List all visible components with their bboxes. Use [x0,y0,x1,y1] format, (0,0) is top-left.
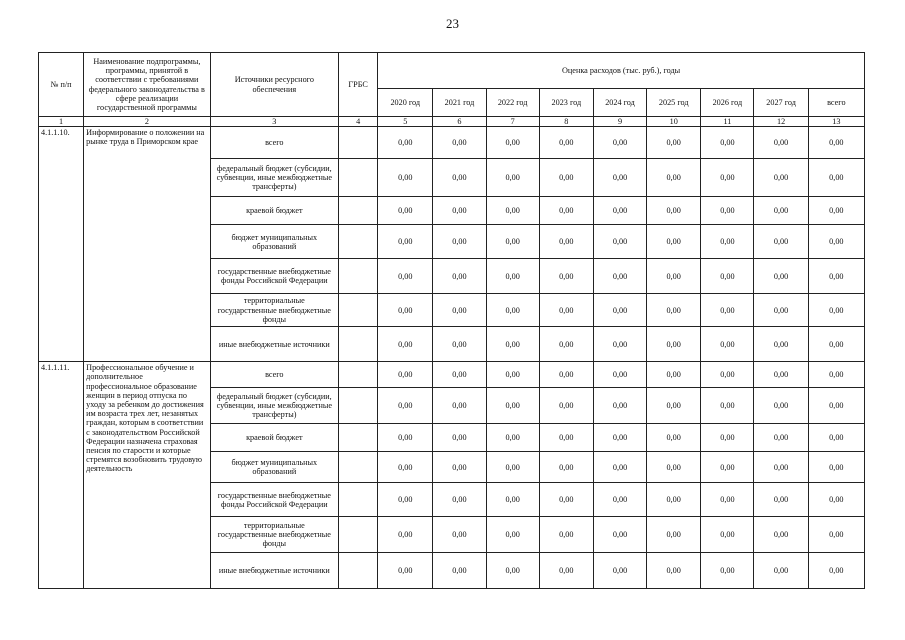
funding-source: территориальные государственные внебюджетные фонды [210,517,338,553]
item-index: 4.1.1.11. [39,362,84,589]
column-number: 10 [647,117,701,127]
amount-cell: 0,00 [647,517,701,553]
header-year: 2025 год [647,89,701,117]
amount-cell: 0,00 [701,127,754,159]
amount-cell: 0,00 [593,225,646,259]
amount-cell: 0,00 [433,327,486,362]
amount-cell: 0,00 [647,159,701,197]
amount-cell: 0,00 [754,197,808,225]
amount-cell: 0,00 [593,362,646,388]
amount-cell: 0,00 [433,483,486,517]
table-row [39,362,865,388]
amount-cell: 0,00 [647,388,701,424]
header-year: 2026 год [701,89,754,117]
amount-cell: 0,00 [701,483,754,517]
amount-cell: 0,00 [486,225,539,259]
expenditure-table [38,52,865,589]
grbs-cell [339,259,378,294]
amount-cell: 0,00 [701,294,754,327]
page-number: 23 [446,16,459,31]
amount-cell: 0,00 [701,517,754,553]
funding-source: всего [210,127,338,159]
amount-cell: 0,00 [647,553,701,589]
amount-cell: 0,00 [754,225,808,259]
table-row [39,127,865,159]
grbs-cell [339,483,378,517]
grbs-cell [339,197,378,225]
item-name: Информирование о положении на рынке труда в Приморском крае [84,127,210,362]
amount-cell: 0,00 [808,127,864,159]
amount-cell: 0,00 [808,294,864,327]
header-year: 2020 год [378,89,433,117]
amount-cell: 0,00 [378,197,433,225]
column-number: 5 [378,117,433,127]
funding-source: иные внебюджетные источники [210,327,338,362]
amount-cell: 0,00 [808,553,864,589]
amount-cell: 0,00 [378,553,433,589]
grbs-cell [339,159,378,197]
amount-cell: 0,00 [378,388,433,424]
amount-cell: 0,00 [754,362,808,388]
amount-cell: 0,00 [754,553,808,589]
grbs-cell [339,327,378,362]
amount-cell: 0,00 [808,362,864,388]
amount-cell: 0,00 [754,259,808,294]
amount-cell: 0,00 [754,159,808,197]
funding-source: федеральный бюджет (субсидии, субвенции, иные межбюджетные трансферты) [210,159,338,197]
amount-cell: 0,00 [701,225,754,259]
amount-cell: 0,00 [647,294,701,327]
amount-cell: 0,00 [433,159,486,197]
amount-cell: 0,00 [754,127,808,159]
amount-cell: 0,00 [754,517,808,553]
amount-cell: 0,00 [754,452,808,483]
header-year: 2022 год [486,89,539,117]
amount-cell: 0,00 [808,517,864,553]
funding-source: государственные внебюджетные фонды Российской Федерации [210,259,338,294]
funding-source: краевой бюджет [210,197,338,225]
amount-cell: 0,00 [486,294,539,327]
amount-cell: 0,00 [593,424,646,452]
amount-cell: 0,00 [433,259,486,294]
column-number: 12 [754,117,808,127]
amount-cell: 0,00 [808,452,864,483]
amount-cell: 0,00 [433,197,486,225]
amount-cell: 0,00 [433,517,486,553]
funding-source: федеральный бюджет (субсидии, субвенции, иные межбюджетные трансферты) [210,388,338,424]
amount-cell: 0,00 [539,327,593,362]
amount-cell: 0,00 [486,483,539,517]
grbs-cell [339,225,378,259]
column-number: 13 [808,117,864,127]
amount-cell: 0,00 [701,327,754,362]
amount-cell: 0,00 [539,452,593,483]
amount-cell: 0,00 [433,362,486,388]
amount-cell: 0,00 [808,197,864,225]
amount-cell: 0,00 [433,388,486,424]
funding-source: всего [210,362,338,388]
amount-cell: 0,00 [378,127,433,159]
column-number: 2 [84,117,210,127]
amount-cell: 0,00 [378,483,433,517]
amount-cell: 0,00 [701,259,754,294]
table-header [39,53,865,127]
grbs-cell [339,452,378,483]
amount-cell: 0,00 [647,225,701,259]
amount-cell: 0,00 [539,483,593,517]
funding-source: государственные внебюджетные фонды Российской Федерации [210,483,338,517]
amount-cell: 0,00 [539,388,593,424]
amount-cell: 0,00 [486,553,539,589]
amount-cell: 0,00 [754,294,808,327]
column-number: 9 [593,117,646,127]
grbs-cell [339,517,378,553]
amount-cell: 0,00 [378,159,433,197]
amount-cell: 0,00 [593,517,646,553]
header-year: 2023 год [539,89,593,117]
header-name: Наименование подпрограммы, программы, принятой в соответствии с требованиями федерального законодательства в сфере реализации государственной программы [84,53,210,117]
column-number: 4 [339,117,378,127]
amount-cell: 0,00 [647,327,701,362]
amount-cell: 0,00 [647,483,701,517]
funding-source: территориальные государственные внебюджетные фонды [210,294,338,327]
amount-cell: 0,00 [378,517,433,553]
column-number: 7 [486,117,539,127]
funding-source: краевой бюджет [210,424,338,452]
amount-cell: 0,00 [808,259,864,294]
amount-cell: 0,00 [808,225,864,259]
amount-cell: 0,00 [808,483,864,517]
table-body [39,127,865,589]
amount-cell: 0,00 [647,452,701,483]
amount-cell: 0,00 [539,225,593,259]
amount-cell: 0,00 [593,127,646,159]
amount-cell: 0,00 [593,483,646,517]
column-number: 6 [433,117,486,127]
amount-cell: 0,00 [486,197,539,225]
grbs-cell [339,424,378,452]
amount-cell: 0,00 [433,553,486,589]
amount-cell: 0,00 [378,294,433,327]
amount-cell: 0,00 [378,362,433,388]
amount-cell: 0,00 [593,553,646,589]
amount-cell: 0,00 [378,424,433,452]
amount-cell: 0,00 [486,388,539,424]
amount-cell: 0,00 [647,259,701,294]
column-number: 8 [539,117,593,127]
item-name: Профессиональное обучение и дополнительное профессиональное образование женщин в период отпуска по уходу за ребенком до достижения им возраста трех лет, незанятых граждан, которым в соответствии с законодательством Российской Федерации назначена страховая пенсия по старости и которые стремятся возобновить трудовую деятельность [84,362,210,589]
grbs-cell [339,553,378,589]
header-estimate: Оценка расходов (тыс. руб.), годы [378,53,865,89]
header-num: № п/п [39,53,84,117]
amount-cell: 0,00 [486,159,539,197]
amount-cell: 0,00 [539,259,593,294]
column-number: 11 [701,117,754,127]
amount-cell: 0,00 [701,197,754,225]
amount-cell: 0,00 [701,362,754,388]
amount-cell: 0,00 [378,259,433,294]
amount-cell: 0,00 [701,452,754,483]
amount-cell: 0,00 [378,452,433,483]
grbs-cell [339,388,378,424]
amount-cell: 0,00 [701,159,754,197]
amount-cell: 0,00 [647,424,701,452]
header-year: всего [808,89,864,117]
header-grbs: ГРБС [339,53,378,117]
amount-cell: 0,00 [593,259,646,294]
amount-cell: 0,00 [754,483,808,517]
amount-cell: 0,00 [433,127,486,159]
amount-cell: 0,00 [808,388,864,424]
header-year: 2021 год [433,89,486,117]
column-number: 1 [39,117,84,127]
amount-cell: 0,00 [378,225,433,259]
amount-cell: 0,00 [593,388,646,424]
amount-cell: 0,00 [539,517,593,553]
amount-cell: 0,00 [754,388,808,424]
amount-cell: 0,00 [647,127,701,159]
amount-cell: 0,00 [539,127,593,159]
grbs-cell [339,362,378,388]
item-index: 4.1.1.10. [39,127,84,362]
amount-cell: 0,00 [701,553,754,589]
amount-cell: 0,00 [754,327,808,362]
amount-cell: 0,00 [539,553,593,589]
column-number: 3 [210,117,338,127]
amount-cell: 0,00 [808,327,864,362]
amount-cell: 0,00 [433,424,486,452]
amount-cell: 0,00 [539,294,593,327]
amount-cell: 0,00 [486,127,539,159]
amount-cell: 0,00 [486,517,539,553]
funding-source: иные внебюджетные источники [210,553,338,589]
amount-cell: 0,00 [433,294,486,327]
header-year: 2024 год [593,89,646,117]
amount-cell: 0,00 [593,327,646,362]
amount-cell: 0,00 [701,424,754,452]
amount-cell: 0,00 [433,225,486,259]
funding-source: бюджет муниципальных образований [210,452,338,483]
amount-cell: 0,00 [486,452,539,483]
amount-cell: 0,00 [593,159,646,197]
amount-cell: 0,00 [433,452,486,483]
amount-cell: 0,00 [647,197,701,225]
amount-cell: 0,00 [539,159,593,197]
amount-cell: 0,00 [539,362,593,388]
funding-source: бюджет муниципальных образований [210,225,338,259]
amount-cell: 0,00 [539,424,593,452]
amount-cell: 0,00 [539,197,593,225]
amount-cell: 0,00 [486,362,539,388]
amount-cell: 0,00 [754,424,808,452]
amount-cell: 0,00 [808,424,864,452]
amount-cell: 0,00 [593,452,646,483]
header-source: Источники ресурсного обеспечения [210,53,338,117]
header-year: 2027 год [754,89,808,117]
grbs-cell [339,294,378,327]
amount-cell: 0,00 [593,294,646,327]
amount-cell: 0,00 [486,424,539,452]
amount-cell: 0,00 [486,259,539,294]
amount-cell: 0,00 [701,388,754,424]
amount-cell: 0,00 [808,159,864,197]
amount-cell: 0,00 [593,197,646,225]
amount-cell: 0,00 [647,362,701,388]
amount-cell: 0,00 [486,327,539,362]
amount-cell: 0,00 [378,327,433,362]
grbs-cell [339,127,378,159]
